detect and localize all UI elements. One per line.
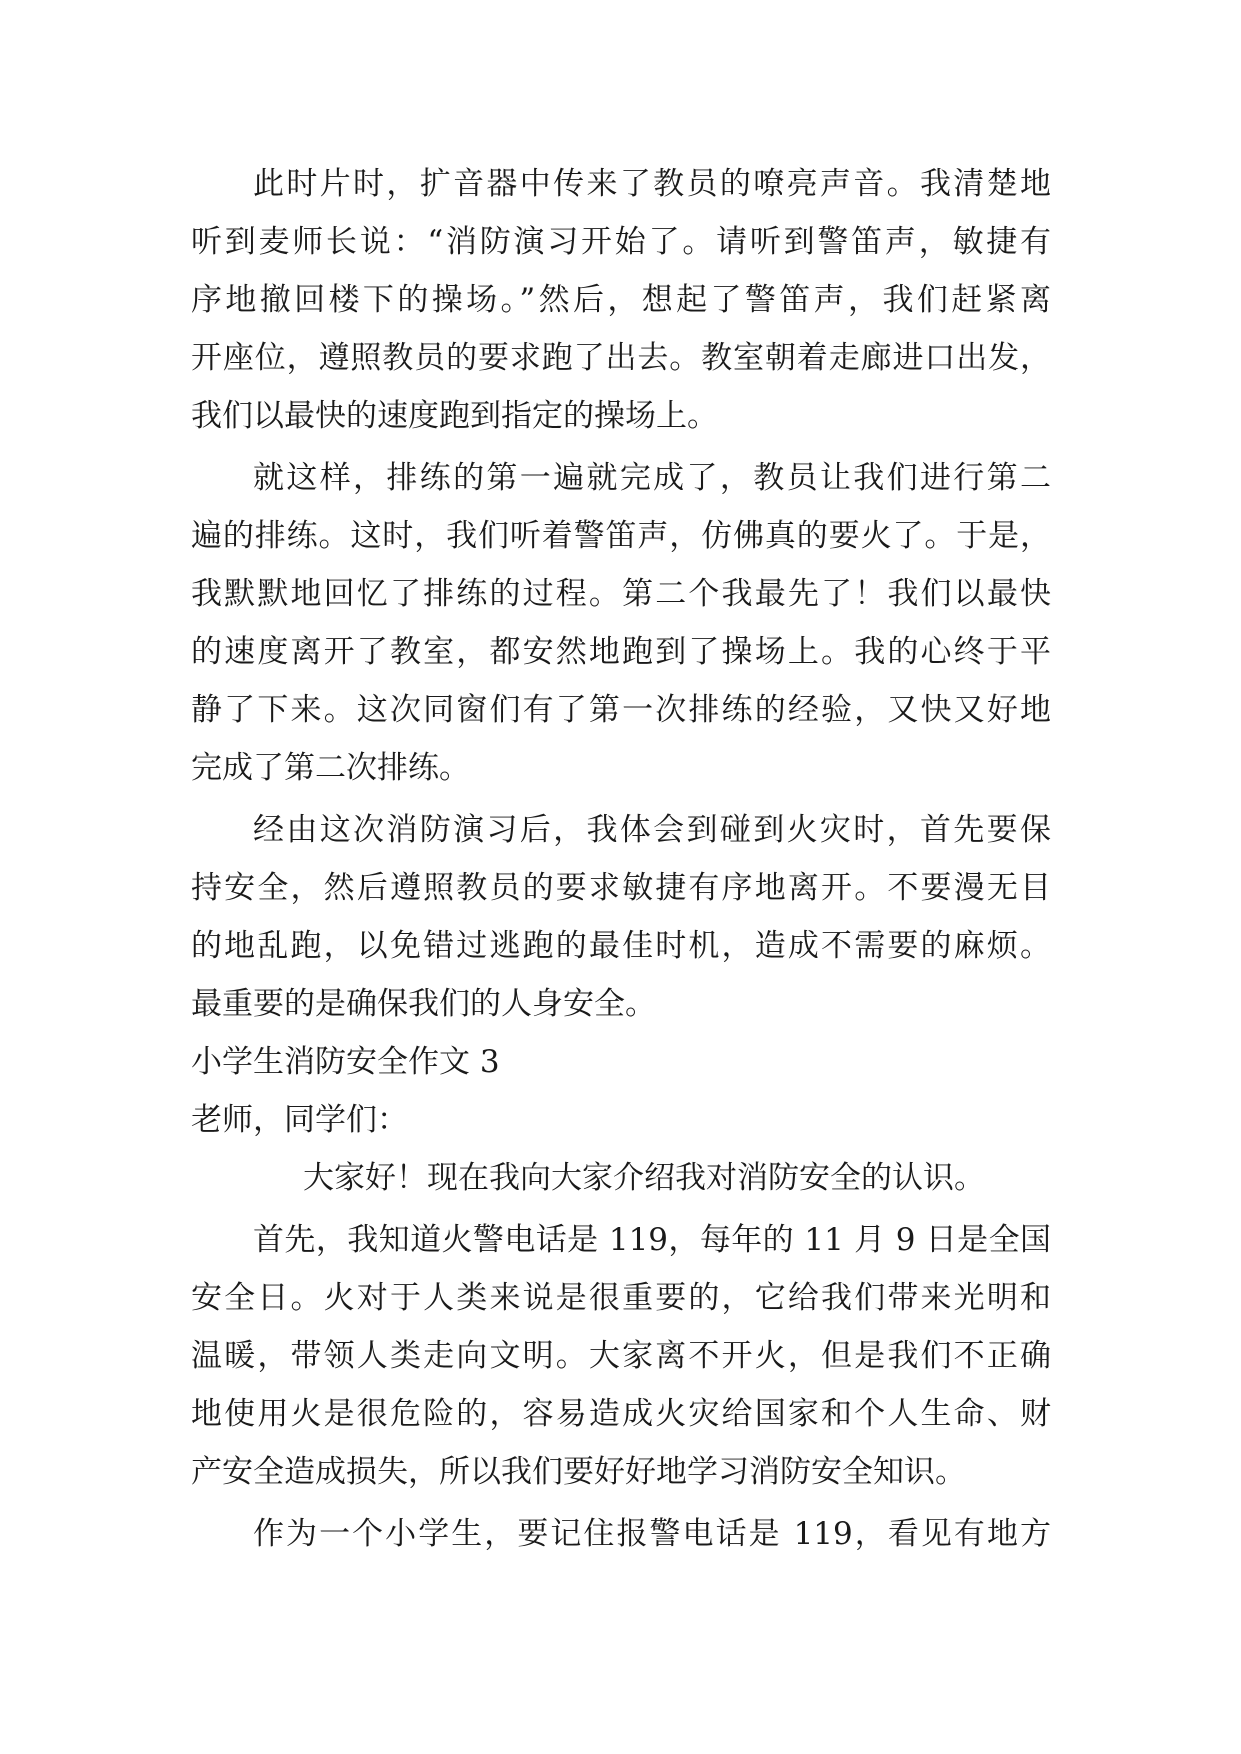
text-line: 地使用火是很危险的，容易造成火灾给国家和个人生命、财 xyxy=(191,1396,1051,1432)
text-line: 听到麦师长说：“消防演习开始了。请听到警笛声，敏捷有 xyxy=(191,224,1051,260)
text-line: 作为一个小学生，要记住报警电话是 119，看见有地方 xyxy=(253,1516,1051,1552)
text-line: 开座位，遵照教员的要求跑了出去。教室朝着走廊进口出发， xyxy=(191,340,1051,376)
text-line: 就这样，排练的第一遍就完成了，教员让我们进行第二 xyxy=(253,460,1051,496)
text-line: 最重要的是确保我们的人身安全。 xyxy=(191,986,656,1022)
text-line: 遍的排练。这时，我们听着警笛声，仿佛真的要火了。于是， xyxy=(191,518,1051,554)
salutation: 老师，同学们： xyxy=(191,1102,408,1138)
text-line: 序地撤回楼下的操场。”然后，想起了警笛声，我们赶紧离 xyxy=(191,282,1051,318)
text-line: 首先，我知道火警电话是 119，每年的 11 月 9 日是全国 xyxy=(253,1222,1051,1258)
text-line: 持安全，然后遵照教员的要求敏捷有序地离开。不要漫无目 xyxy=(191,870,1051,906)
text-line: 此时片时，扩音器中传来了教员的嘹亮声音。我清楚地 xyxy=(253,166,1051,202)
text-line: 经由这次消防演习后，我体会到碰到火灾时，首先要保 xyxy=(253,812,1051,848)
greeting-line: 大家好！现在我向大家介绍我对消防安全的认识。 xyxy=(303,1160,985,1196)
text-line: 安全日。火对于人类来说是很重要的，它给我们带来光明和 xyxy=(191,1280,1051,1316)
text-line: 我们以最快的速度跑到指定的操场上。 xyxy=(191,398,718,434)
text-line: 的速度离开了教室，都安然地跑到了操场上。我的心终于平 xyxy=(191,634,1051,670)
text-line: 完成了第二次排练。 xyxy=(191,750,470,786)
text-line: 我默默地回忆了排练的过程。第二个我最先了！我们以最快 xyxy=(191,576,1051,612)
text-line: 产安全造成损失，所以我们要好好地学习消防安全知识。 xyxy=(191,1454,966,1490)
text-line: 静了下来。这次同窗们有了第一次排练的经验，又快又好地 xyxy=(191,692,1051,728)
section-heading: 小学生消防安全作文 3 xyxy=(191,1044,500,1080)
text-line: 温暖，带领人类走向文明。大家离不开火，但是我们不正确 xyxy=(191,1338,1051,1374)
text-line: 的地乱跑，以免错过逃跑的最佳时机，造成不需要的麻烦。 xyxy=(191,928,1051,964)
